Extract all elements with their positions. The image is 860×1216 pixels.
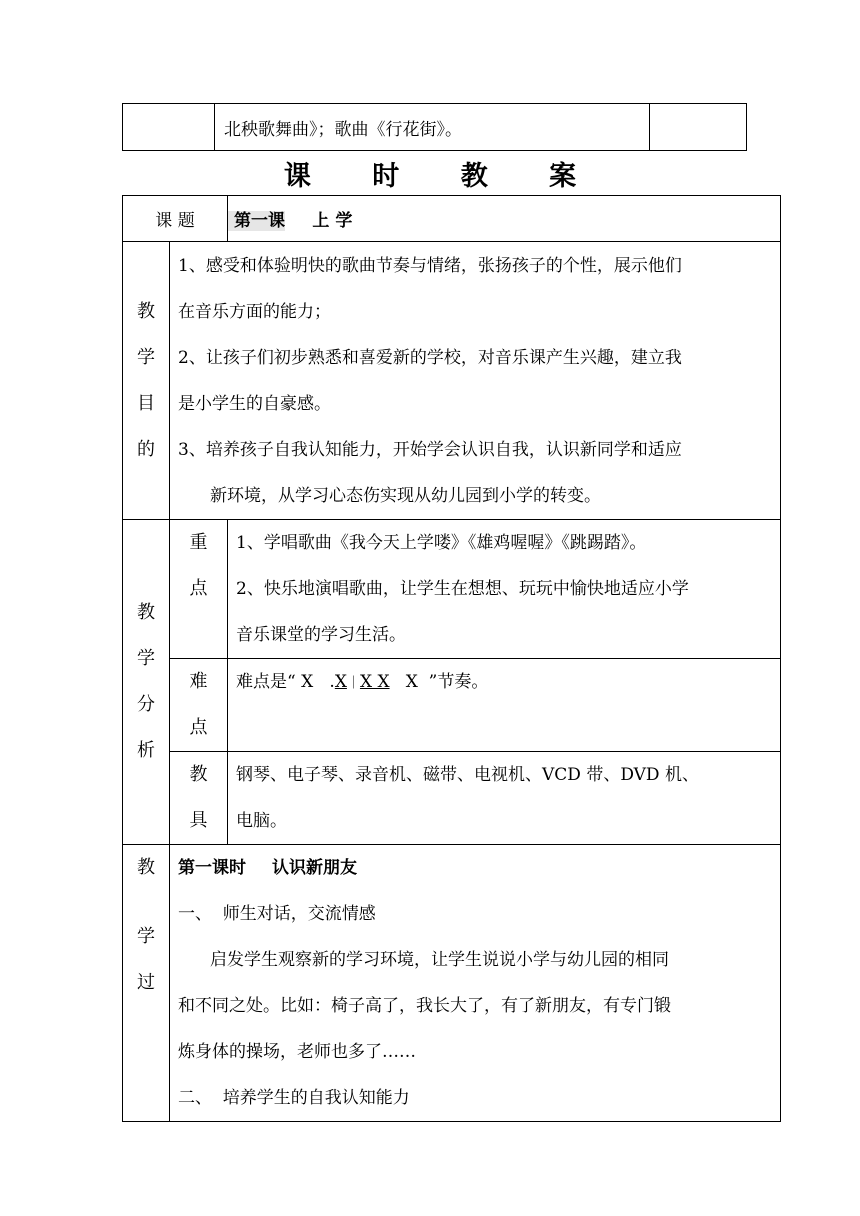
tools-content	[228, 752, 781, 845]
objectives-content	[170, 242, 781, 520]
tools-line: 电脑。	[236, 811, 287, 831]
difficulty-line: 难点是“ X .X｜X X X ”节奏。	[236, 672, 489, 692]
lesson-name: 上 学	[312, 211, 353, 231]
previous-row-text: 北秧歌舞曲》；歌曲《行花街》。	[215, 104, 650, 151]
empty-cell-left	[123, 104, 215, 151]
topic-label-cell	[123, 196, 228, 242]
lesson-plan-table	[122, 195, 781, 1122]
tools-line: 钢琴、电子琴、录音机、磁带、电视机、VCD 带、DVD 机、	[236, 765, 699, 785]
objective-line: 是小学生的自豪感。	[178, 394, 331, 414]
difficulty-label: 难 点	[170, 659, 228, 752]
key-point-line: 2、快乐地演唱歌曲，让学生在想想、玩玩中愉快地适应小学	[236, 579, 689, 599]
difficulty-content	[228, 659, 781, 752]
topic-value-cell	[228, 196, 781, 242]
objectives-label: 教 学 目 的	[123, 242, 170, 520]
empty-cell-right	[650, 104, 747, 151]
objective-line: 3、培养孩子自我认知能力，开始学会认识自我，认识新同学和适应	[178, 440, 682, 460]
key-point-line: 音乐课堂的学习生活。	[236, 625, 406, 645]
process-heading: 第一课时 认识新朋友	[178, 858, 357, 878]
objective-line: 1、感受和体验明快的歌曲节奏与情绪，张扬孩子的个性，展示他们	[178, 256, 682, 276]
analysis-label: 教 学 分 析	[123, 520, 170, 845]
key-points-content	[228, 520, 781, 659]
process-line: 二、 培养学生的自我认知能力	[178, 1088, 410, 1108]
process-line: 启发学生观察新的学习环境，让学生说说小学与幼儿园的相同	[210, 950, 669, 970]
objective-line: 2、让孩子们初步熟悉和喜爱新的学校，对音乐课产生兴趣，建立我	[178, 348, 682, 368]
previous-page-table	[122, 103, 747, 151]
objective-line: 在音乐方面的能力；	[178, 302, 331, 322]
objective-line: 新环境，从学习心态伤实现从幼儿园到小学的转变。	[210, 486, 601, 506]
process-line: 和不同之处。比如：椅子高了，我长大了，有了新朋友，有专门锻	[178, 996, 671, 1016]
document-title: 课 时 教 案	[283, 161, 603, 192]
lesson-number: 第一课	[228, 211, 285, 231]
process-content	[170, 845, 781, 1122]
process-line: 炼身体的操场，老师也多了……	[178, 1042, 416, 1062]
process-label: 教 学 过	[123, 845, 170, 1122]
tools-label: 教 具	[170, 752, 228, 845]
key-point-line: 1、学唱歌曲《我今天上学喽》《雄鸡喔喔》《跳踢踏》。	[236, 533, 647, 553]
key-points-label: 重 点	[170, 520, 228, 659]
process-line: 一、 师生对话，交流情感	[178, 904, 376, 924]
topic-label: 课 题	[155, 211, 195, 231]
